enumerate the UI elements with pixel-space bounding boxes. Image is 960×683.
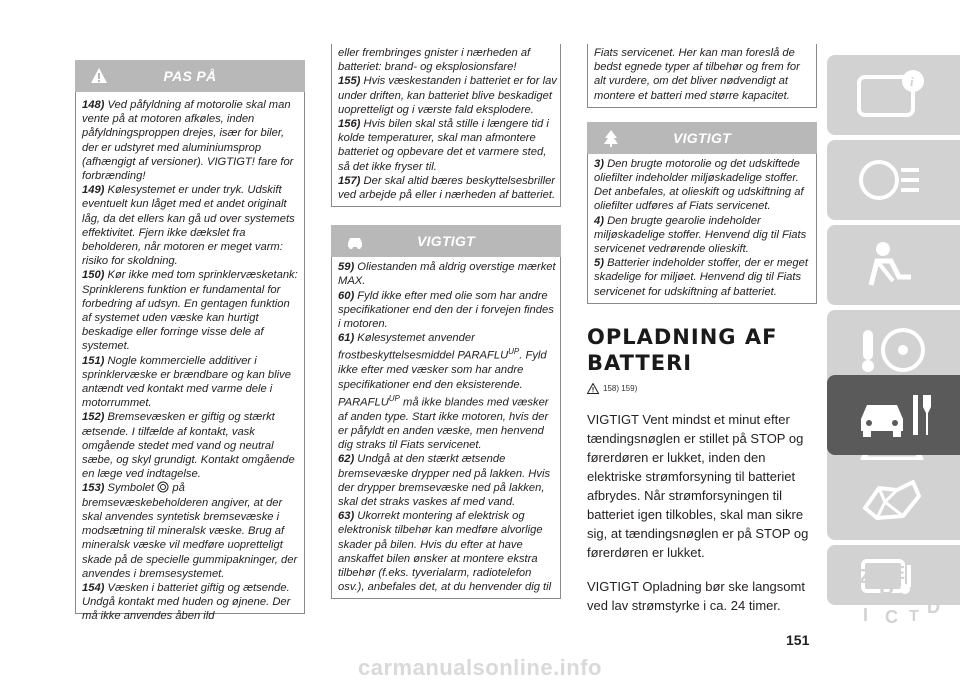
important-title: VIGTIGT <box>416 233 476 250</box>
svg-text:A: A <box>909 581 925 606</box>
car-tools-icon <box>857 387 937 443</box>
svg-text:C: C <box>885 607 898 627</box>
important-banner <box>331 225 561 257</box>
important-item-63: 63) Ukorrekt montering af elektrisk og elektronisk tilbehør kan medføre alvorlige skader på bilen. Hvis du efter at have anskaffet bilen ønsker at montere ekstra tilbehør (f.eks. tyverialarm, radiotelefon osv.), anbefales det, at du henvender dig til <box>338 510 552 594</box>
svg-text:Z: Z <box>859 566 872 588</box>
important-item-59: 59) Oliestanden må aldrig overstige mærket MAX. <box>338 261 556 288</box>
nav-tab-car-info[interactable] <box>827 55 960 135</box>
brake-fluid-icon <box>157 481 169 493</box>
important-item-62: 62) Undgå at den stærkt ætsende bremsevæske drypper ned på lakken. Hvis der drypper bremsevæske ned på lakken, skal det straks vaskes af med vand. <box>338 453 551 508</box>
charging-instructions <box>587 410 812 615</box>
key-steering-wheel-icon <box>857 322 927 378</box>
warning-content <box>75 92 305 623</box>
environment-banner <box>587 122 817 154</box>
environment-item-3: 3) Den brugte motorolie og det udskiftede oliefilter indeholder miljøskadelige stoffer. Det anbefales, at olieskift og udskiftning af oliefilter udføres af Fiats servicenet. <box>594 157 804 213</box>
warning-item-151: 151) Nogle kommercielle additiver i sprinklervæske er brændbare og kan blive antændt ved kontakt med varme dele i motorrummet. <box>82 354 291 410</box>
important-item-60: 60) Fyld ikke efter med olie som har andre specifikationer end den der i forvejen findes i motoren. <box>338 289 554 331</box>
nav-tab-maintenance[interactable] <box>827 375 960 455</box>
warning-title: PAS PÅ <box>163 68 217 84</box>
alphabetical-index-icon <box>857 557 947 627</box>
important-continued-text: Fiats servicenet. Her kan man foreslå de bedst egnede typer af tilbehør og frem for alt vurdere, om det bliver nødvendigt at montere et batteri med større kapacitet. <box>594 47 800 102</box>
warning-triangle-icon <box>587 383 599 394</box>
column-2 <box>331 44 561 599</box>
svg-text:I: I <box>863 605 869 625</box>
warning-item-156: 156) Hvis bilen skal stå stille i længere tid i kolde temperaturer, skal man afmontere batteriet og opbevare det et varmere sted, så det ikke fryser til. <box>338 118 549 173</box>
warning-item-150: 150) Kør ikke med tom sprinklervæsketank: Sprinklerens funktion er fundamental for forbedring af udsyn. En gentagen funktion af systemet uden væske kan hurtigt beskadige eller forringe visse dele af systemet. <box>82 269 298 353</box>
warning-item-152: 152) Bremsevæsken er giftig og stærkt ætsende. I tilfælde af kontakt, vask omgående stedet med vand og neutral sæbe, og skyl grundigt. Kontakt omgående en læge ved indtagelse. <box>82 411 295 481</box>
warning-item-155: 155) Hvis væskestanden i batteriet er for lav under driften, kan batteriet blive beskadiget uopretteligt og i værste fald eksplodere. <box>338 75 557 116</box>
environment-item-4: 4) Den brugte gearolie indeholder miljøskadelige stoffer. Henvend dig til Fiats servicenet vedrørende olieskift. <box>594 214 807 256</box>
warning-item-148: 148) Ved påfyldning af motorolie skal man vente på at motoren afkøles, inden påfyldningsproppen drejes, især for biler, der er udstyret med aluminiumsprop (afhængigt af versioner). VIGTIGT! fare for forbrænding! <box>82 99 294 183</box>
column-3 <box>587 44 817 630</box>
svg-text:E: E <box>893 563 906 583</box>
warning-item-149: 149) Kølesystemet er under tryk. Udskift eventuelt kun låget med et andet originalt låg, da det ellers kan gå ud over systemets effektivitet. Fjern ikke dækslet fra beholderen, når motoren er meget varm: risiko for skoldning. <box>82 184 295 268</box>
svg-text:i: i <box>910 74 914 89</box>
dashboard-lights-icon <box>857 152 927 208</box>
important-continued <box>587 44 817 108</box>
warning-item-153: 153) Symbolet på bremsevæskebeholderen angiver, at der skal anvendes syntetisk bremsevæske i modsætning til mineralsk væske. Brug af mineralsk væske vil medføre uopretteligt skade på de specielle gummipakninger, der anvendes i bremsesystemet. <box>82 482 298 580</box>
environment-title: VIGTIGT <box>672 129 732 146</box>
nav-tab-dashboard[interactable] <box>827 140 960 220</box>
warning-banner <box>75 60 305 92</box>
page-number: 151 <box>786 632 810 648</box>
warning-continued-text: eller frembringes gnister i nærheden af batteriet: brand- og eksplosionsfare! <box>338 47 531 74</box>
important-content <box>331 257 561 599</box>
environment-item-5: 5) Batterier indeholder stoffer, der er meget skadelige for miljøet. Henvend dig til Fiats servicenet for udskiftning af batteriet. <box>594 257 808 298</box>
environment-content <box>587 154 817 304</box>
warning-box-col1 <box>75 60 305 623</box>
svg-text:B: B <box>879 581 895 606</box>
svg-text:T: T <box>909 608 919 625</box>
car-info-icon <box>857 67 927 123</box>
warning-item-154: 154) Væsken i batteriet giftig og ætsende. Undgå kontakt med huden og øjnene. Der må ikke anvendes åben ild <box>82 581 291 623</box>
charging-paragraph-1: VIGTIGT Vent mindst et minut efter tændingsnøglen er stillet på STOP og førerdøren er lukket, inden den elektriske strømforsyning til batteriet afbrydes. Når strømforsyningen til batteriet igen tilkobles, skal man sikre sig, at tændingsnøglen er på STOP og førerdøren er lukket. <box>587 411 809 560</box>
warning-item-157: 157) Der skal altid bæres beskyttelsesbriller ved arbejde på eller i nærheden af batteriet. <box>338 174 556 202</box>
svg-text:D: D <box>927 597 940 617</box>
airbag-safety-icon <box>857 237 927 293</box>
watermark: carmanualsonline.info <box>358 655 602 680</box>
charging-paragraph-2: VIGTIGT Opladning bør ske langsomt ved lav strømstyrke i ca. 24 timer. <box>587 578 805 613</box>
nav-tab-technical-data[interactable] <box>827 460 960 540</box>
important-item-61: 61) Kølesystemet anvender frostbeskyttelsesmiddel $PARAFLU^{UP}$. Fyld ikke efter med væsker som har andre specifikationer end den eksisterende. $PARAFLU^{UP}$ må ikke blandes med væsker af anden type. Start ikke motoren, hvis der er påfyldt en anden væske, men henvend dig straks til Fiats servicenet. <box>338 332 549 452</box>
warning-references: 158) 159) <box>587 383 817 394</box>
warning-continued <box>331 44 561 207</box>
section-heading: OPLADNING AF BATTERI <box>587 324 778 375</box>
nav-tab-safety[interactable] <box>827 225 960 305</box>
technical-data-icon <box>857 472 927 528</box>
nav-tab-index[interactable] <box>827 545 960 625</box>
